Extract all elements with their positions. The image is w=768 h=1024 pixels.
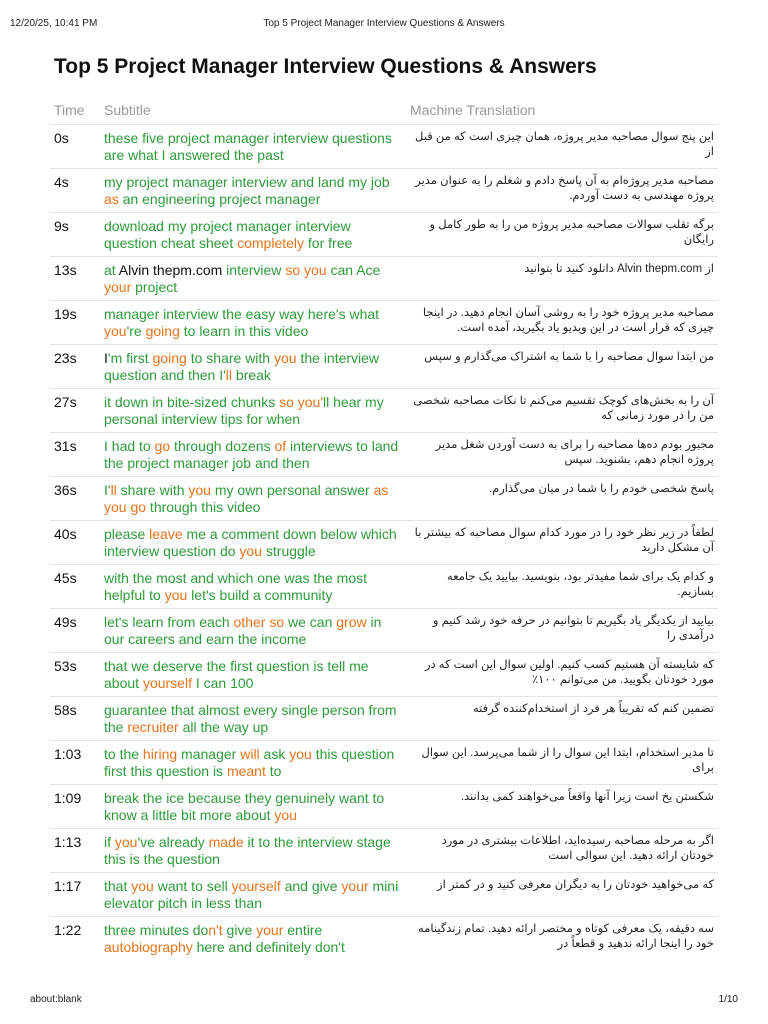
- transcript-row: [50, 740, 718, 784]
- subtitle-text: through this video: [146, 499, 261, 515]
- subtitle-text: at: [104, 262, 119, 278]
- row-timestamp: 1:09: [50, 784, 100, 828]
- transcript-row: [50, 696, 718, 740]
- page-title: Top 5 Project Manager Interview Questions & Answers: [54, 55, 597, 78]
- transcript-row: [50, 256, 718, 300]
- highlighted-word: completely: [237, 235, 305, 251]
- highlighted-word: of: [274, 438, 287, 454]
- highlighted-word: ll: [225, 367, 233, 383]
- row-timestamp: 9s: [50, 212, 100, 256]
- row-translation: اگر به مرحله مصاحبه رسیده‌اید، اطلاعات بیشتری در مورد خودتان ارائه دهید. این سوالی است: [406, 828, 718, 872]
- column-header-time: Time: [54, 102, 85, 118]
- subtitle-text: here and definitely don't: [192, 939, 345, 955]
- transcript-row: [50, 300, 718, 344]
- subtitle-text: three minutes do: [104, 922, 209, 938]
- transcript-row: [50, 124, 718, 168]
- column-header-subtitle: Subtitle: [104, 102, 151, 118]
- row-timestamp: 27s: [50, 388, 100, 432]
- highlighted-word: you: [188, 482, 211, 498]
- row-timestamp: 13s: [50, 256, 100, 300]
- highlighted-word: you: [164, 587, 188, 603]
- subtitle-text: 've already: [137, 834, 209, 850]
- row-translation: از Alvin thepm.com دانلود کنید تا بتوانید: [406, 256, 718, 300]
- row-timestamp: 23s: [50, 344, 100, 388]
- subtitle-text: for free: [304, 235, 353, 251]
- transcript-header-row: [50, 102, 718, 124]
- row-timestamp: 53s: [50, 652, 100, 696]
- row-timestamp: 36s: [50, 476, 100, 520]
- subtitle-text: please: [104, 526, 150, 542]
- row-translation: که شایسته آن هستیم کسب کنیم. اولین سوال این است که در مورد خودتان بگویید. من می‌توانم ۱۰۰٪: [406, 652, 718, 696]
- row-subtitle: [100, 476, 406, 520]
- print-datetime: 12/20/25, 10:41 PM: [10, 18, 98, 29]
- transcript-row: [50, 520, 718, 564]
- print-footer: [0, 994, 768, 1008]
- row-subtitle: [100, 212, 406, 256]
- print-header: [0, 18, 768, 32]
- row-translation: این پنج سوال مصاحبه مدیر پروژه، همان چیزی است که من قبل از: [406, 124, 718, 168]
- highlighted-word: hiring: [142, 746, 178, 762]
- subtitle-text: I': [104, 482, 111, 498]
- row-subtitle: [100, 740, 406, 784]
- row-translation: برگه تقلب سوالات مصاحبه مدیر پروژه من را به طور کامل و رایگان: [406, 212, 718, 256]
- subtitle-text: to share with: [186, 350, 274, 366]
- subtitle-text: let's learn from each: [104, 614, 234, 630]
- highlighted-word: recruiter: [127, 719, 179, 735]
- row-subtitle: [100, 256, 406, 300]
- row-translation: که می‌خواهید خودتان را به دیگران معرفی کنید و در کمتر از: [406, 872, 718, 916]
- highlighted-word: meant: [226, 763, 266, 779]
- subtitle-text: all the way up: [178, 719, 269, 735]
- highlighted-word: going: [152, 350, 187, 366]
- row-subtitle: [100, 828, 406, 872]
- row-timestamp: 58s: [50, 696, 100, 740]
- row-timestamp: 40s: [50, 520, 100, 564]
- highlighted-word: as: [104, 191, 119, 207]
- highlighted-word: you: [274, 807, 297, 823]
- row-subtitle: [100, 300, 406, 344]
- highlighted-word: you: [104, 323, 127, 339]
- transcript-row: [50, 872, 718, 916]
- row-subtitle: [100, 696, 406, 740]
- print-header-title: Top 5 Project Manager Interview Questions & Answers: [263, 18, 505, 29]
- subtitle-text: these five project manager interview questions are what I answered the past: [104, 130, 392, 163]
- highlighted-word: grow: [336, 614, 367, 630]
- highlighted-word: ll: [110, 482, 117, 498]
- subtitle-text: project: [131, 279, 178, 295]
- highlighted-word: n't: [208, 922, 223, 938]
- transcript-row: [50, 652, 718, 696]
- highlighted-word: you: [273, 350, 297, 366]
- transcript-row: [50, 168, 718, 212]
- subtitle-text: this question first this question is: [104, 746, 395, 779]
- row-translation: تا مدیر استخدام، ابتدا این سوال را از شما می‌پرسد. این سوال برای: [406, 740, 718, 784]
- transcript-row: [50, 432, 718, 476]
- highlighted-word: you: [131, 878, 154, 894]
- transcript-row: [50, 784, 718, 828]
- column-header-translation: Machine Translation: [410, 102, 536, 118]
- row-subtitle: [100, 608, 406, 652]
- highlighted-word: leave: [149, 526, 183, 542]
- row-timestamp: 49s: [50, 608, 100, 652]
- row-timestamp: 45s: [50, 564, 100, 608]
- row-subtitle: [100, 168, 406, 212]
- subtitle-text: through dozens: [170, 438, 275, 454]
- subtitle-text: my project manager interview and land my job: [104, 174, 390, 190]
- row-subtitle: [100, 916, 406, 960]
- subtitle-text: with the most and which one was the most helpful to: [104, 570, 368, 603]
- highlighted-word: autobiography: [104, 939, 193, 955]
- subtitle-text: the interview question and then I': [104, 350, 380, 383]
- subtitle-text: manager: [177, 746, 241, 762]
- subtitle-text: download my project manager interview question cheat sheet: [104, 218, 351, 251]
- highlighted-word: going: [145, 323, 180, 339]
- subtitle-text: my own personal answer: [210, 482, 374, 498]
- highlighted-word: yourself: [142, 675, 192, 691]
- row-translation: مصاحبه مدیر پروژه خود را به روشی آسان انجام دهید. در اینجا چیزی که قرار است در این ویدیو یاد بگیرید، آمده است.: [406, 300, 718, 344]
- subtitle-text: 'm first: [107, 350, 153, 366]
- subtitle-text: struggle: [262, 543, 316, 559]
- row-translation: و کدام یک برای شما مفیدتر بود، بنویسید. بیایید یک جامعه بسازیم.: [406, 564, 718, 608]
- subtitle-text: I: [104, 350, 108, 366]
- subtitle-text: I can 100: [191, 675, 254, 691]
- row-subtitle: [100, 872, 406, 916]
- highlighted-word: you: [289, 746, 312, 762]
- subtitle-text: that we deserve the first question is tell me about: [104, 658, 369, 691]
- row-translation: آن را به بخش‌های کوچک تقسیم می‌کنم تا نکات مصاحبه شخصی من را در مورد زمانی که: [406, 388, 718, 432]
- transcript-row: [50, 476, 718, 520]
- subtitle-text: to: [265, 763, 282, 779]
- subtitle-text: an engineering project manager: [118, 191, 321, 207]
- row-subtitle: [100, 432, 406, 476]
- subtitle-text: interviews to land the project manager job and then: [104, 438, 399, 471]
- subtitle-text: if: [104, 834, 115, 850]
- row-subtitle: [100, 564, 406, 608]
- row-translation: من ابتدا سوال مصاحبه را با شما به اشتراک می‌گذارم و سپس: [406, 344, 718, 388]
- row-subtitle: [100, 344, 406, 388]
- print-page-number: 1/10: [718, 994, 738, 1005]
- transcript-table: [50, 102, 718, 960]
- print-footer-url: about:blank: [30, 994, 82, 1005]
- row-translation: مصاحبه مدیر پروژه‌ام به آن پاسخ دادم و شغلم را به عنوان مدیر پروژه مهندسی به دست آوردم.: [406, 168, 718, 212]
- transcript-row: [50, 388, 718, 432]
- highlighted-word: your: [341, 878, 369, 894]
- transcript-rows: [50, 124, 718, 960]
- subtitle-text: to the: [104, 746, 143, 762]
- row-subtitle: [100, 124, 406, 168]
- highlighted-word: as you go: [104, 482, 389, 515]
- subtitle-text: me a comment down below which interview question do: [104, 526, 397, 559]
- subtitle-text: entire: [283, 922, 323, 938]
- row-timestamp: 4s: [50, 168, 100, 212]
- row-subtitle: [100, 784, 406, 828]
- transcript-row: [50, 608, 718, 652]
- row-translation: لطفاً در زیر نظر خود را در مورد کدام سوال مصاحبه که بیشتر با آن مشکل دارید: [406, 520, 718, 564]
- row-timestamp: 0s: [50, 124, 100, 168]
- row-translation: سه دقیقه، یک معرفی کوتاه و مختصر ارائه دهید. تمام زندگینامه خود را اینجا ارائه ندهید و قطعاً در: [406, 916, 718, 960]
- subtitle-text: mini elevator pitch in less than: [104, 878, 399, 911]
- highlighted-word: so you: [285, 262, 327, 278]
- row-subtitle: [100, 520, 406, 564]
- highlighted-word: you: [114, 834, 138, 850]
- subtitle-text: manager interview the easy way here's what: [104, 306, 380, 322]
- transcript-row: [50, 564, 718, 608]
- subtitle-text: it to the interview stage this is the question: [104, 834, 391, 867]
- row-translation: بیایید از یکدیگر یاد بگیریم تا بتوانیم در حرفه خود رشد کنیم و درآمدی را: [406, 608, 718, 652]
- transcript-row: [50, 828, 718, 872]
- subtitle-text: and give: [280, 878, 342, 894]
- row-timestamp: 1:22: [50, 916, 100, 960]
- row-timestamp: 1:03: [50, 740, 100, 784]
- row-timestamp: 19s: [50, 300, 100, 344]
- highlighted-word: your: [104, 279, 132, 295]
- subtitle-text: in our careers and earn the income: [104, 614, 382, 647]
- subtitle-text: 're: [126, 323, 146, 339]
- highlighted-word: yourself: [231, 878, 281, 894]
- highlighted-word: will: [240, 746, 260, 762]
- transcript-row: [50, 212, 718, 256]
- subtitle-text: we can: [284, 614, 337, 630]
- transcript-row: [50, 344, 718, 388]
- transcript-row: [50, 916, 718, 960]
- subtitle-text: want to sell: [153, 878, 232, 894]
- highlighted-word: you: [239, 543, 262, 559]
- subtitle-text: it down in bite-sized chunks: [104, 394, 280, 410]
- highlighted-word: so you': [279, 394, 324, 410]
- subtitle-text: I had to: [104, 438, 155, 454]
- subtitle-text: give: [222, 922, 257, 938]
- row-subtitle: [100, 652, 406, 696]
- subtitle-text: guarantee that almost every single person from the: [104, 702, 397, 735]
- row-timestamp: 1:13: [50, 828, 100, 872]
- subtitle-text: break the ice because they genuinely want to know a little bit more about: [104, 790, 385, 823]
- row-translation: مجبور بودم ده‌ها مصاحبه را برای به دست آوردن شغل مدیر پروژه انجام دهم، بشنوید. سپس: [406, 432, 718, 476]
- row-timestamp: 1:17: [50, 872, 100, 916]
- row-translation: پاسخ شخصی خودم را با شما در میان می‌گذارم.: [406, 476, 718, 520]
- subtitle-text: can Ace: [326, 262, 381, 278]
- row-timestamp: 31s: [50, 432, 100, 476]
- subtitle-text: Alvin thepm.com: [118, 262, 223, 278]
- row-subtitle: [100, 388, 406, 432]
- highlighted-word: go: [154, 438, 171, 454]
- subtitle-text: to learn in this video: [179, 323, 309, 339]
- highlighted-word: made: [208, 834, 244, 850]
- subtitle-text: break: [232, 367, 271, 383]
- highlighted-word: your: [256, 922, 284, 938]
- subtitle-text: ll hear my personal interview tips for when: [104, 394, 384, 427]
- subtitle-text: that: [104, 878, 132, 894]
- row-translation: تضمین کنم که تقریباً هر فرد از استخدام‌کننده گرفته: [406, 696, 718, 740]
- subtitle-text: interview: [222, 262, 286, 278]
- subtitle-text: ask: [259, 746, 290, 762]
- row-translation: شکستن یخ است زیرا آنها واقعاً می‌خواهند کمی بدانند.: [406, 784, 718, 828]
- highlighted-word: other so: [233, 614, 285, 630]
- subtitle-text: let's build a community: [187, 587, 333, 603]
- subtitle-text: share with: [116, 482, 189, 498]
